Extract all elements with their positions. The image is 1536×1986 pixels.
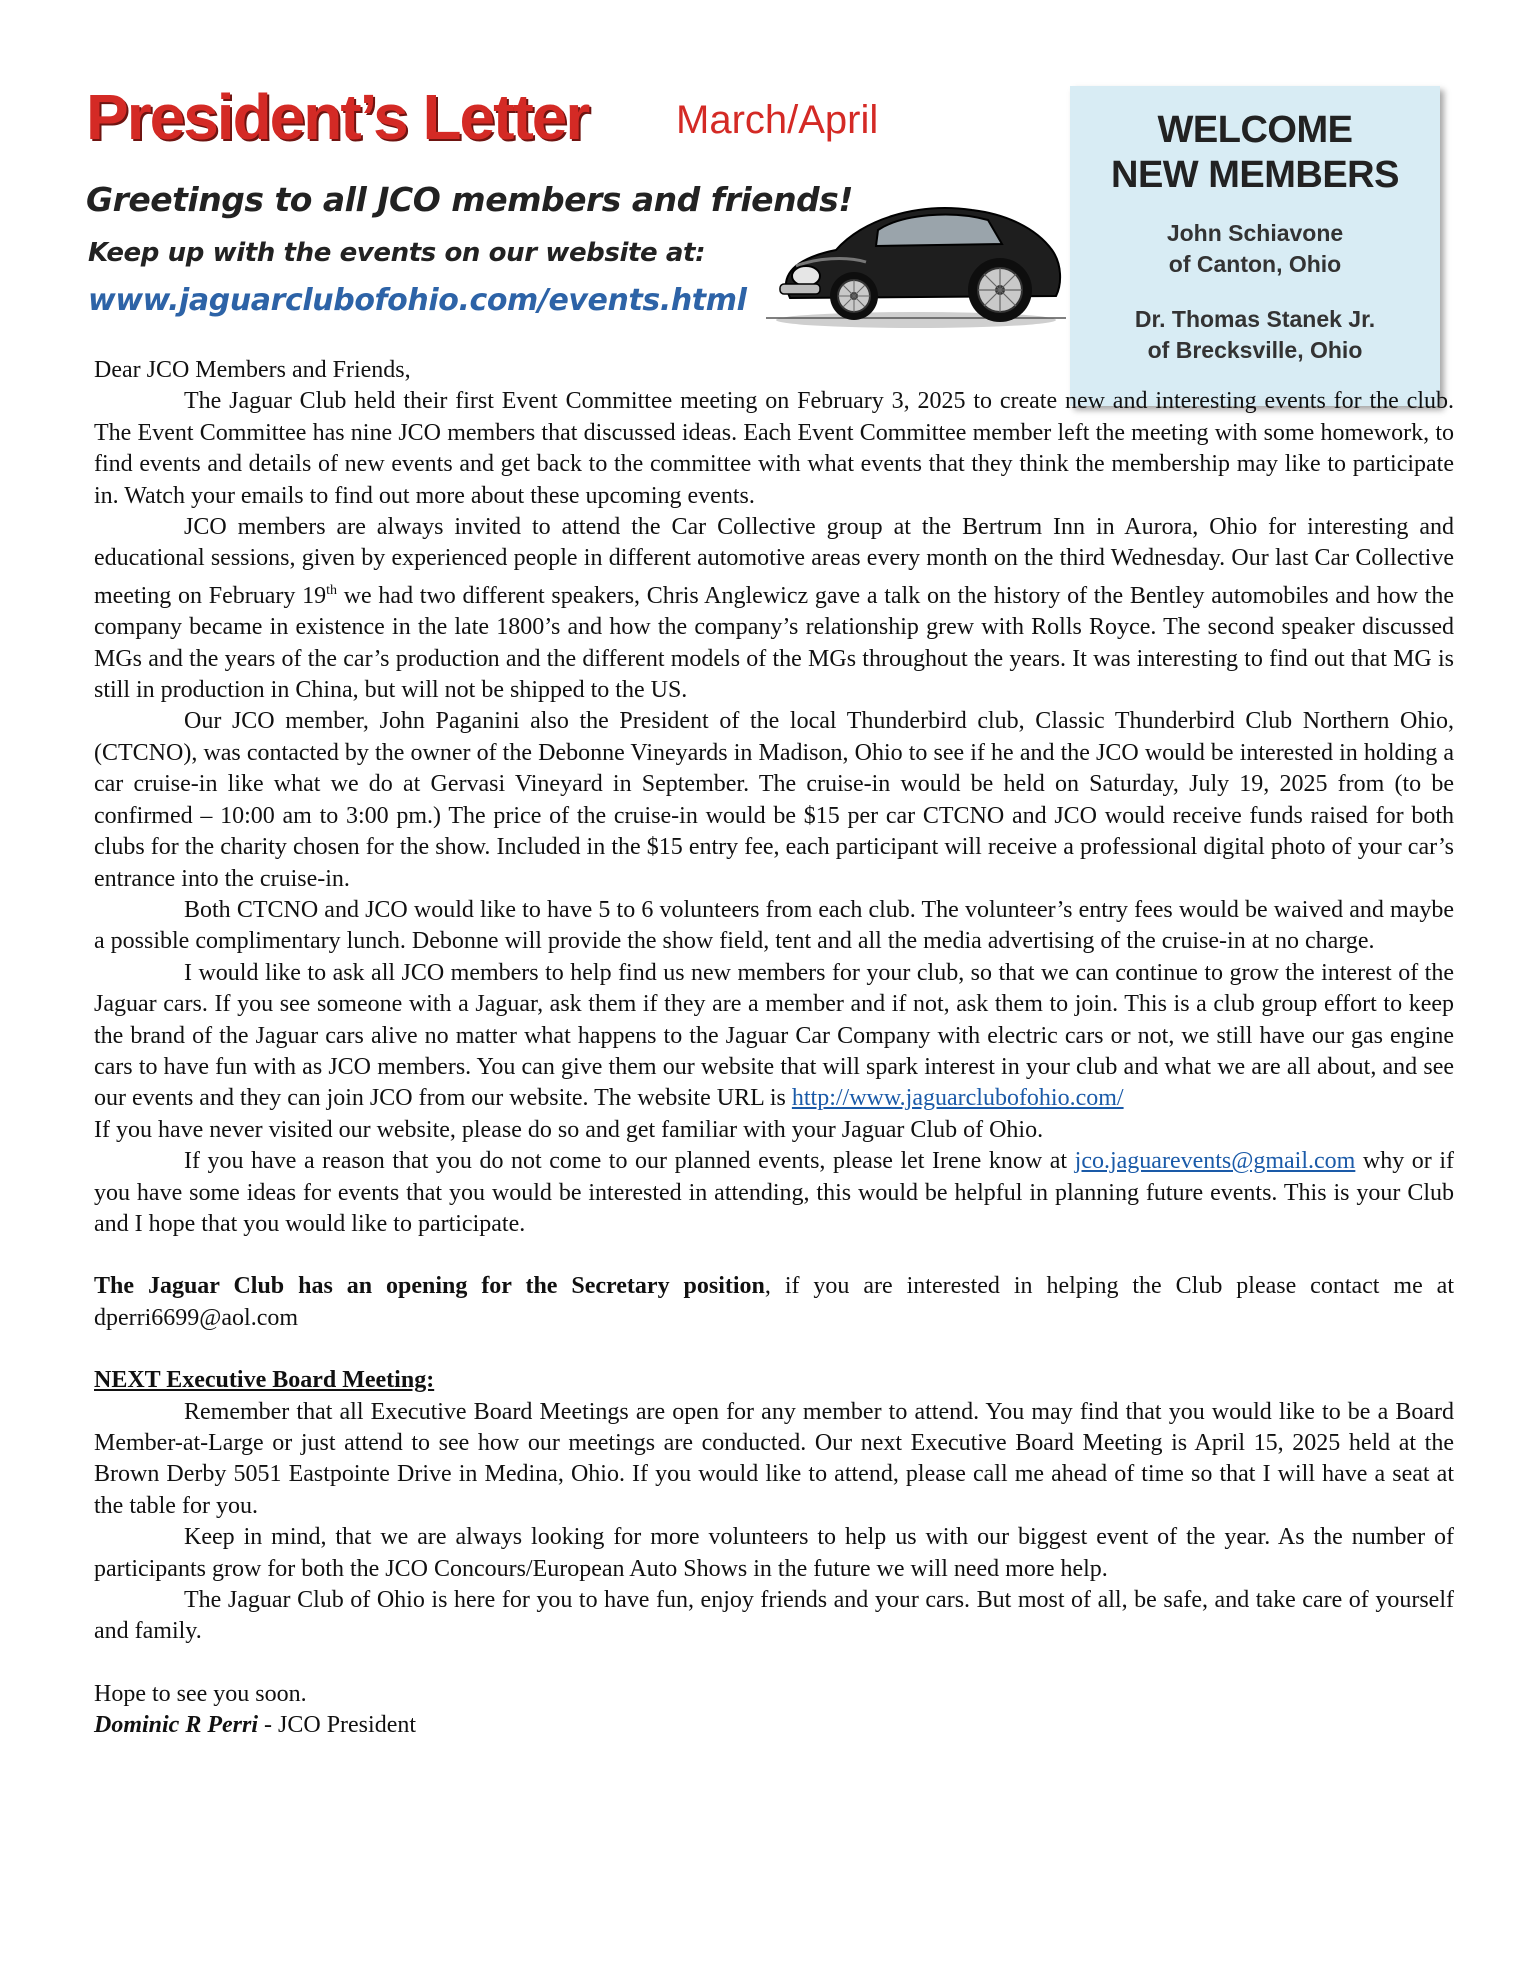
paragraph: Our JCO member, John Paganini also the President of the local Thunderbird club, Classic Thunderbird Club Northern Ohio, (CTCNO), was contacted by the owner of the Debonne Vineyards in Madison, Ohio to see if he and the JCO would be interested in holding a car cruise-in like what we do at Gervasi Vineyard in September. The cruise-in would be held on Saturday, July 19, 2025 from (to be confirmed – 10:00 am to 3:00 pm.) The price of the cruise-in would be $15 per car CTCNO and JCO would receive funds raised for both clubs for the charity chosen for the show. Included in the $15 entry fee, each participant will receive a professional digital photo of your car’s entrance into the cruise-in. [94,708,1454,892]
email-link[interactable]: jco.jaguarevents@gmail.com [1074,1148,1356,1175]
new-member-entry: John Schiavone of Canton, Ohio [1166,219,1344,277]
welcome-heading: WELCOME NEW MEMBERS [1111,109,1399,196]
new-member-entry: Dr. Thomas Stanek Jr. of Brecksville, Ohio [1134,306,1376,364]
letter-title: President’s Letter [86,81,589,153]
website-prompt: Keep up with the events on our website at: [88,238,706,268]
jaguar-car-illustration [766,184,1066,334]
website-link[interactable]: http://www.jaguarclubofohio.com/ [791,1085,1124,1112]
paragraph: Both CTCNO and JCO would like to have 5 to 6 volunteers from each club. The volunteer’s entry fees would be waived and maybe a possible complimentary lunch. Debonne will provide the show field, tent and all the media advertising of the cruise-in at no charge. [94,896,1454,955]
next-meeting-heading: NEXT Executive Board Meeting: [94,1367,435,1394]
secretary-notice: The Jaguar Club has an opening for the Secretary position, if you are interested in helping the Club please contact me at dperri6699@aol.com [94,1273,1454,1331]
paragraph: The Jaguar Club of Ohio is here for you to have fun, enjoy friends and your cars. But most of all, be safe, and take care of yourself and family. [94,1587,1454,1645]
signature: Dominic R Perri - JCO President [94,1712,417,1739]
paragraph: If you have a reason that you do not come to our planned events, please let Irene know at jco.jaguarevents@gmail.com why or if you have some ideas for events that you would be interested in attending, this would be helpful in planning future events. This is your Club and I hope that you would like to participate. [94,1148,1455,1237]
paragraph: If you have never visited our website, please do so and get familiar with your Jaguar Club of Ohio. [94,1116,1044,1143]
events-url-link[interactable]: www.jaguarclubofohio.com/events.html [88,283,747,318]
salutation: Dear JCO Members and Friends, [94,357,411,383]
paragraph: JCO members are always invited to attend the Car Collective group at the Bertrum Inn in Aurora, Ohio for interesting and educational sessions, given by experienced people in different automotive areas every month on the third Wednesday. Our last Car Collective meeting on February 19th we had two different speakers, Chris Anglewicz gave a talk on the history of the Bentley automobiles and how the company became in existence in the late 1800’s and how the company’s relationship grew with Rolls Royce. The second speaker discussed MGs and the years of the car’s production and the different models of the MGs throughout the years. It was interesting to find out that MG is still in production in China, but will not be shipped to the US. [94,514,1454,704]
paragraph: I would like to ask all JCO members to help find us new members for your club, so that we can continue to grow the interest of the Jaguar cars. If you see someone with a Jaguar, ask them if they are a member and if not, ask them to join. This is a club group effort to keep the brand of the Jaguar cars alive no matter what happens to the Jaguar Car Company with electric cars or not, we still have our gas engine cars to have fun with as JCO members. You can give them our website that will spark interest in your club and what we are all about, and see our events and they can join JCO from our website. The website URL is http://www.jaguarclubofohio.com/ [94,959,1454,1112]
paragraph: Keep in mind, that we are always looking for more volunteers to help us with our biggest event of the year. As the number of participants grow for both the JCO Concours/European Auto Shows in the future we will need more help. [94,1524,1454,1582]
paragraph: The Jaguar Club held their first Event Committee meeting on February 3, 2025 to create new and interesting events for the club. The Event Committee has nine JCO members that discussed ideas. Each Event Committee member left the meeting with some homework, to find events and details of new events and get back to the committee with what events that they think the membership may like to participate in. Watch your emails to find out more about these upcoming events. [94,388,1454,509]
greeting-headline: Greetings to all JCO members and friends! [86,180,853,219]
closing-line: Hope to see you soon. [94,1680,307,1707]
issue-label: March/April [676,98,879,142]
paragraph: Remember that all Executive Board Meetings are open for any member to attend. You may find that you would like to be a Board Member-at-Large or just attend to see how our meetings are conducted. Our next Executive Board Meeting is April 15, 2025 held at the Brown Derby 5051 Eastpointe Drive in Medina, Ohio. If you would like to attend, please call me ahead of time so that I will have a seat at the table for you. [94,1398,1454,1519]
letter-body [94,355,1454,1742]
